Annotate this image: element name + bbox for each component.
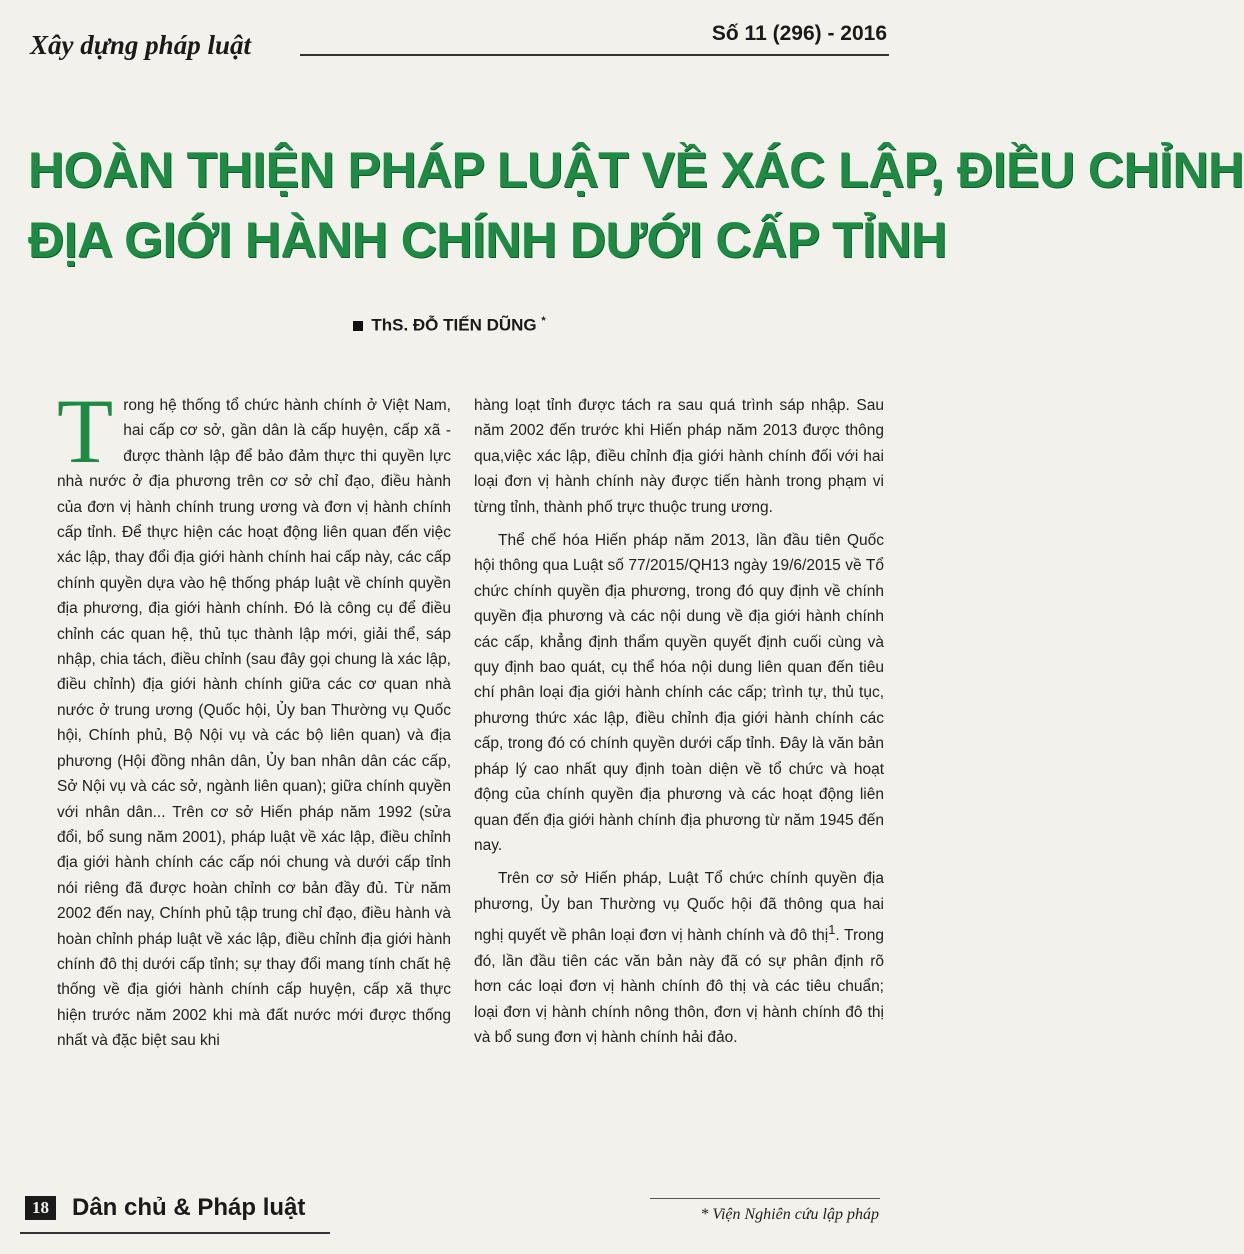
footnote-reference: 1	[828, 922, 836, 938]
author-footnote: * Viện Nghiên cứu lập pháp	[700, 1206, 879, 1223]
footnote-rule	[650, 1198, 880, 1199]
section-label: Xây dựng pháp luật	[30, 30, 251, 60]
issue-number: Số 11 (296) - 2016	[711, 22, 887, 45]
paragraph-intro	[57, 380, 451, 1054]
column-right	[474, 393, 884, 1050]
drop-cap: T	[57, 380, 114, 482]
paragraph-resolutions-text-a: Trên cơ sở Hiến pháp, Luật Tổ chức chính quyền địa phương, Ủy ban Thường vụ Quốc hội đã thông qua hai nghị quyết về phân loại đơn vị hành chính và đô thị	[474, 870, 884, 945]
title-line-1: HOÀN THIỆN PHÁP LUẬT VỀ XÁC LẬP, ĐIỀU CHỈNH	[28, 142, 1244, 198]
paragraph-intro-text: rong hệ thống tổ chức hành chính ở Việt Nam, hai cấp cơ sở, gần dân là cấp huyện, cấp xã - được thành lập để bảo đảm thực thi quyền lực nhà nước ở địa phương trên cơ sở chỉ đạo, điều hành của đơn vị hành chính trung ương và đơn vị hành chính cấp tỉnh. Để thực hiện các hoạt động liên quan đến việc xác lập, thay đổi địa giới hành chính hai cấp này, các cấp chính quyền dựa vào hệ thống pháp luật về chính quyền địa phương, địa giới hành chính. Đó là công cụ để điều chỉnh các quan hệ, thủ tục thành lập mới, giải thể, sáp nhập, chia tách, điều chỉnh (sau đây gọi chung là xác lập, điều chỉnh) địa giới hành chính giữa các cơ quan nhà nước ở trung ương (Quốc hội, Ủy ban Thường vụ Quốc hội, Chính phủ, Bộ Nội vụ và các bộ liên quan) và địa phương (Hội đồng nhân dân, Ủy ban nhân dân các cấp, Sở Nội vụ và các sở, ngành liên quan); giữa chính quyền với nhân dân... Trên cơ sở Hiến pháp năm 1992 (sửa đổi, bổ sung năm 2001), pháp luật về xác lập, điều chỉnh địa giới hành chính các cấp nói chung và dưới cấp tỉnh nói riêng đã được hoàn chỉnh cơ bản đầy đủ. Từ năm 2002 đến nay, Chính phủ tập trung chỉ đạo, điều hành và hoàn chỉnh pháp luật về xác lập, điều chỉnh địa giới hành chính đô thị dưới cấp tỉnh; sự thay đổi mang tính chất hệ thống về địa giới hành chính cấp huyện, cấp xã thực hiện trước năm 2002 khi mà đất nước mới được thống nhất và đặc biệt sau khi	[57, 397, 451, 1050]
author-marker: *	[541, 315, 546, 327]
paragraph-law-2015: Thể chế hóa Hiến pháp năm 2013, lần đầu tiên Quốc hội thông qua Luật số 77/2015/QH13 ngày 19/6/2015 về Tổ chức chính quyền địa phương, trong đó quy định về chính quyền địa phương và các nội dung về địa giới hành chính các cấp, khẳng định thẩm quyền quyết định cuối cùng và quy định bao quát, cụ thể hóa nội dung liên quan đến tiêu chí phân loại địa giới hành chính các cấp; trình tự, thủ tục, phương thức xác lập, điều chỉnh địa giới hành chính các cấp, trong đó có chính quyền dưới cấp tỉnh. Đây là văn bản pháp lý cao nhất quy định toàn diện về tổ chức và hoạt động của chính quyền địa phương và các hoạt động liên quan đến địa giới hành chính địa phương từ năm 1945 đến nay.	[474, 532, 884, 854]
paragraph-resolutions	[474, 866, 884, 1050]
author-name: ThS. ĐỖ TIẾN DŨNG	[371, 315, 537, 335]
paragraph-resolutions-text-b: . Trong đó, lần đầu tiên các văn bản này đã có sự phân định rõ hơn các loại đơn vị hành chính đô thị và các tiêu chuẩn; loại đơn vị hành chính nông thôn, đơn vị hành chính đô thị và bổ sung đơn vị hành chính hải đảo.	[474, 927, 884, 1046]
header-rule	[300, 54, 889, 56]
column-left	[57, 380, 451, 1054]
paragraph-continuation: hàng loạt tỉnh được tách ra sau quá trình sáp nhập. Sau năm 2002 đến trước khi Hiến pháp năm 2013 được thông qua,việc xác lập, điều chỉnh địa giới hành chính đối với hai loại đơn vị hành chính này được tiến hành trong phạm vi từng tỉnh, thành phố trực thuộc trung ương.	[474, 397, 884, 516]
magazine-name: Dân chủ & Pháp luật	[72, 1194, 306, 1221]
footer-rule	[20, 1232, 330, 1234]
author-byline	[0, 315, 899, 336]
page-number: 18	[25, 1196, 56, 1220]
title-line-2: ĐỊA GIỚI HÀNH CHÍNH DƯỚI CẤP TỈNH	[28, 212, 947, 268]
article-title	[28, 135, 1244, 275]
square-bullet-icon	[353, 321, 363, 331]
